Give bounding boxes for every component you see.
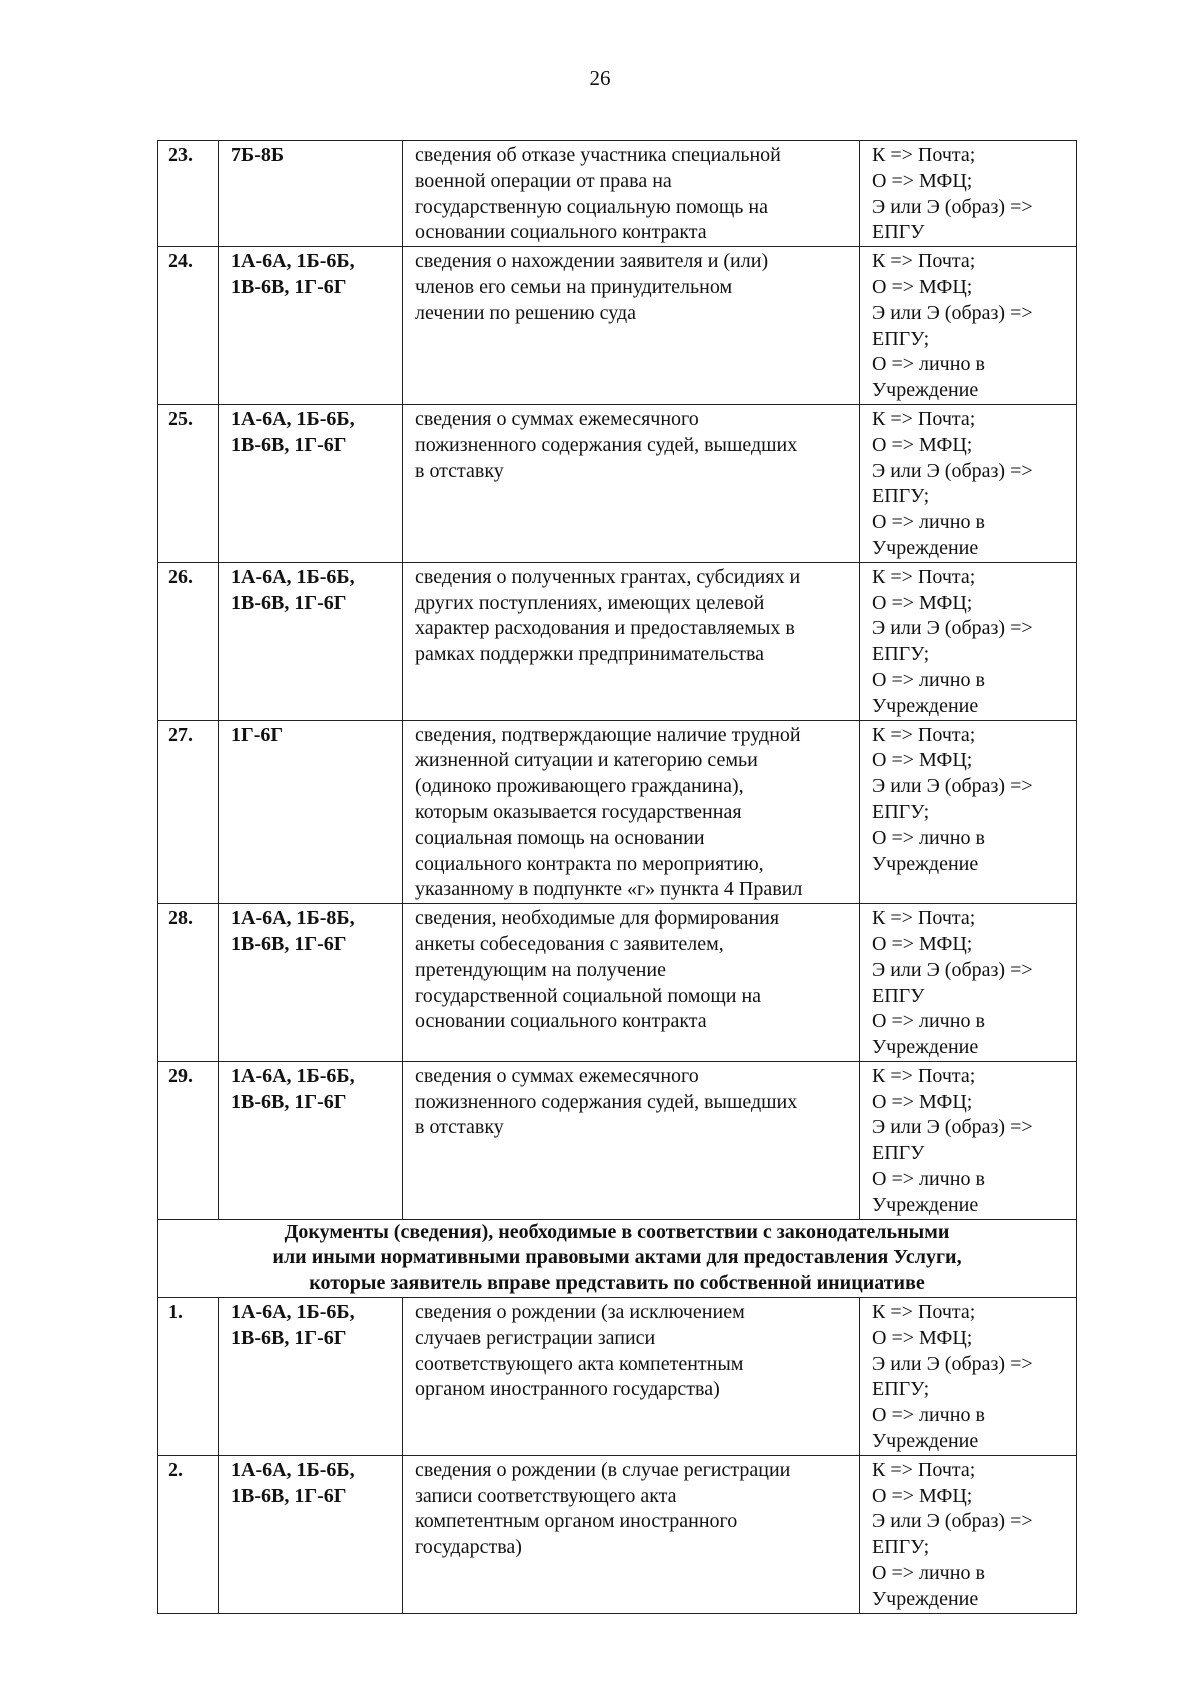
document-description-line: основании социального контракта	[415, 221, 707, 244]
document-description-cell	[403, 720, 860, 904]
document-description-line: основании социального контракта	[415, 1010, 707, 1033]
page-number: 26	[589, 66, 611, 90]
document-description-line: членов его семьи на принудительном	[415, 275, 733, 298]
document-description-line: сведения о рождении (в случае регистрации	[415, 1458, 791, 1481]
applicant-category-line: 1А-6А, 1Б-6Б,	[231, 565, 355, 588]
section-heading-line: или иными нормативными правовыми актами для предоставления Услуги,	[272, 1246, 962, 1269]
applicant-category-line: 1В-6В, 1Г-6Г	[231, 591, 347, 614]
submission-method-cell	[860, 247, 1077, 405]
submission-method-line: К => Почта;	[872, 565, 976, 588]
applicant-category-cell	[219, 720, 403, 904]
submission-method-line: ЕПГУ;	[872, 1378, 930, 1401]
document-description-line: в отставку	[415, 459, 504, 482]
applicant-category-cell	[219, 247, 403, 405]
row-number: 27.	[158, 720, 219, 904]
submission-method-line: О => МФЦ;	[872, 433, 973, 456]
row-number: 25.	[158, 404, 219, 562]
applicant-category-line: 1А-6А, 1Б-8Б,	[231, 907, 355, 930]
submission-method-line: Э или Э (образ) =>	[872, 958, 1033, 981]
document-description-line: других поступлениях, имеющих целевой	[415, 591, 765, 614]
submission-method-cell	[860, 562, 1077, 720]
applicant-category-line: 1А-6А, 1Б-6Б,	[231, 1064, 355, 1087]
applicant-category-line: 1А-6А, 1Б-6Б,	[231, 1458, 355, 1481]
applicant-category-cell	[219, 1455, 403, 1613]
submission-method-line: О => лично в	[872, 1404, 985, 1427]
applicant-category-line: 1А-6А, 1Б-6Б,	[231, 250, 355, 273]
submission-method-line: О => МФЦ;	[872, 932, 973, 955]
submission-method-line: О => МФЦ;	[872, 169, 973, 192]
row-number: 29.	[158, 1061, 219, 1219]
submission-method-line: Учреждение	[872, 1587, 979, 1610]
submission-method-line: ЕПГУ	[872, 984, 925, 1007]
documents-table	[157, 140, 1077, 1614]
document-description-line: случаев регистрации записи	[415, 1326, 656, 1349]
document-description-line: компетентным органом иностранного	[415, 1510, 738, 1533]
applicant-category-line: 1А-6А, 1Б-6Б,	[231, 407, 355, 430]
submission-method-line: О => МФЦ;	[872, 1484, 973, 1507]
document-description-line: соответствующего акта компетентным	[415, 1352, 744, 1375]
document-description-line: пожизненного содержания судей, вышедших	[415, 433, 798, 456]
submission-method-line: Э или Э (образ) =>	[872, 459, 1033, 482]
document-description-line: социального контракта по мероприятию,	[415, 852, 764, 875]
submission-method-line: ЕПГУ	[872, 1142, 925, 1165]
document-description-cell	[403, 1455, 860, 1613]
applicant-category-line: 1Г-6Г	[231, 723, 284, 746]
document-description-line: претендующим на получение	[415, 958, 666, 981]
submission-method-line: К => Почта;	[872, 250, 976, 273]
row-number: 26.	[158, 562, 219, 720]
submission-method-line: Э или Э (образ) =>	[872, 1116, 1033, 1139]
applicant-category-line: 1В-6В, 1Г-6Г	[231, 1484, 347, 1507]
document-description-cell	[403, 904, 860, 1062]
applicant-category-cell	[219, 562, 403, 720]
submission-method-line: К => Почта;	[872, 144, 976, 166]
document-description-line: социальная помощь на основании	[415, 826, 705, 849]
submission-method-cell	[860, 1455, 1077, 1613]
section-heading	[158, 1219, 1077, 1297]
submission-method-line: О => лично в	[872, 668, 985, 691]
submission-method-cell	[860, 904, 1077, 1062]
submission-method-cell	[860, 404, 1077, 562]
document-description-line: анкеты собеседования с заявителем,	[415, 932, 724, 955]
applicant-category-cell	[219, 1298, 403, 1456]
submission-method-line: Учреждение	[872, 852, 979, 875]
submission-method-line: ЕПГУ;	[872, 643, 930, 666]
row-number: 23.	[158, 141, 219, 247]
document-description-line: государственной социальной помощи на	[415, 984, 762, 1007]
submission-method-line: Э или Э (образ) =>	[872, 301, 1033, 324]
table-row	[158, 141, 1077, 247]
document-description-line: сведения о суммах ежемесячного	[415, 407, 699, 430]
document-description-line: (одиноко проживающего гражданина),	[415, 775, 744, 798]
table-row	[158, 720, 1077, 904]
submission-method-line: Э или Э (образ) =>	[872, 1352, 1033, 1375]
document-description-line: указанному в подпункте «г» пункта 4 Правил	[415, 878, 803, 901]
document-description-line: которым оказывается государственная	[415, 800, 742, 823]
submission-method-line: О => лично в	[872, 511, 985, 534]
submission-method-line: О => МФЦ;	[872, 1326, 973, 1349]
document-description-cell	[403, 1298, 860, 1456]
submission-method-line: Учреждение	[872, 379, 979, 402]
table-row	[158, 904, 1077, 1062]
applicant-category-line: 1В-6В, 1Г-6Г	[231, 1326, 347, 1349]
submission-method-line: К => Почта;	[872, 1458, 976, 1481]
submission-method-line: Учреждение	[872, 694, 979, 717]
applicant-category-line: 1А-6А, 1Б-6Б,	[231, 1301, 355, 1324]
applicant-category-line: 1В-6В, 1Г-6Г	[231, 433, 347, 456]
submission-method-line: Э или Э (образ) =>	[872, 195, 1033, 218]
submission-method-line: К => Почта;	[872, 1064, 976, 1087]
applicant-category-line: 1В-6В, 1Г-6Г	[231, 932, 347, 955]
section-heading-line: Документы (сведения), необходимые в соответствии с законодательными	[284, 1220, 950, 1243]
document-description-line: в отставку	[415, 1116, 504, 1139]
applicant-category-cell	[219, 1061, 403, 1219]
submission-method-line: О => лично в	[872, 353, 985, 376]
submission-method-line: К => Почта;	[872, 907, 976, 930]
submission-method-line: О => лично в	[872, 1168, 985, 1191]
document-description-line: сведения об отказе участника специальной	[415, 144, 781, 166]
submission-method-line: К => Почта;	[872, 1301, 976, 1324]
document-description-line: государственную социальную помощь на	[415, 195, 768, 218]
submission-method-line: Учреждение	[872, 1036, 979, 1059]
submission-method-line: ЕПГУ;	[872, 327, 930, 350]
section-heading-row	[158, 1219, 1077, 1297]
document-description-line: военной операции от права на	[415, 169, 672, 192]
row-number: 2.	[158, 1455, 219, 1613]
submission-method-line: О => лично в	[872, 826, 985, 849]
document-description-line: рамках поддержки предпринимательства	[415, 643, 764, 666]
submission-method-line: Э или Э (образ) =>	[872, 1510, 1033, 1533]
submission-method-line: ЕПГУ;	[872, 485, 930, 508]
applicant-category-cell	[219, 141, 403, 247]
submission-method-line: Учреждение	[872, 1193, 979, 1216]
section-heading-line: которые заявитель вправе представить по собственной инициативе	[309, 1272, 925, 1295]
document-description-line: сведения, необходимые для формирования	[415, 907, 780, 930]
submission-method-line: Учреждение	[872, 536, 979, 559]
submission-method-cell	[860, 141, 1077, 247]
submission-method-line: О => МФЦ;	[872, 1090, 973, 1113]
document-description-line: записи соответствующего акта	[415, 1484, 677, 1507]
table-row	[158, 562, 1077, 720]
document-description-cell	[403, 1061, 860, 1219]
table-row	[158, 1455, 1077, 1613]
document-description-line: сведения о суммах ежемесячного	[415, 1064, 699, 1087]
submission-method-line: Э или Э (образ) =>	[872, 617, 1033, 640]
submission-method-line: Э или Э (образ) =>	[872, 775, 1033, 798]
table-row	[158, 247, 1077, 405]
submission-method-line: К => Почта;	[872, 407, 976, 430]
section-heading-body	[158, 1219, 1077, 1297]
document-description-line: лечении по решению суда	[415, 301, 637, 324]
document-description-line: государства)	[415, 1536, 522, 1559]
applicant-category-line: 1В-6В, 1Г-6Г	[231, 1090, 347, 1113]
row-number: 24.	[158, 247, 219, 405]
submission-method-line: ЕПГУ	[872, 221, 925, 244]
table-row	[158, 404, 1077, 562]
document-description-line: органом иностранного государства)	[415, 1378, 720, 1401]
document-description-cell	[403, 562, 860, 720]
document-description-cell	[403, 141, 860, 247]
table-row	[158, 1061, 1077, 1219]
document-description-line: пожизненного содержания судей, вышедших	[415, 1090, 798, 1113]
submission-method-line: Учреждение	[872, 1430, 979, 1453]
document-description-line: сведения о рождении (за исключением	[415, 1301, 745, 1324]
table-body-initiative	[158, 1298, 1077, 1614]
applicant-category-line: 7Б-8Б	[231, 144, 285, 166]
submission-method-cell	[860, 1298, 1077, 1456]
submission-method-line: О => лично в	[872, 1010, 985, 1033]
table-row	[158, 1298, 1077, 1456]
applicant-category-cell	[219, 904, 403, 1062]
document-description-cell	[403, 404, 860, 562]
row-number: 28.	[158, 904, 219, 1062]
submission-method-line: К => Почта;	[872, 723, 976, 746]
document-description-line: жизненной ситуации и категорию семьи	[415, 749, 758, 772]
document-description-line: сведения, подтверждающие наличие трудной	[415, 723, 801, 746]
applicant-category-line: 1В-6В, 1Г-6Г	[231, 275, 347, 298]
submission-method-line: О => МФЦ;	[872, 591, 973, 614]
submission-method-cell	[860, 1061, 1077, 1219]
submission-method-line: ЕПГУ;	[872, 1536, 930, 1559]
submission-method-line: О => МФЦ;	[872, 275, 973, 298]
document-description-line: сведения о нахождении заявителя и (или)	[415, 250, 769, 273]
submission-method-line: О => лично в	[872, 1562, 985, 1585]
row-number: 1.	[158, 1298, 219, 1456]
submission-method-line: ЕПГУ;	[872, 800, 930, 823]
submission-method-line: О => МФЦ;	[872, 749, 973, 772]
applicant-category-cell	[219, 404, 403, 562]
document-description-line: сведения о полученных грантах, субсидиях и	[415, 565, 801, 588]
document-description-cell	[403, 247, 860, 405]
submission-method-cell	[860, 720, 1077, 904]
document-description-line: характер расходования и предоставляемых в	[415, 617, 795, 640]
table-body-main	[158, 141, 1077, 1220]
